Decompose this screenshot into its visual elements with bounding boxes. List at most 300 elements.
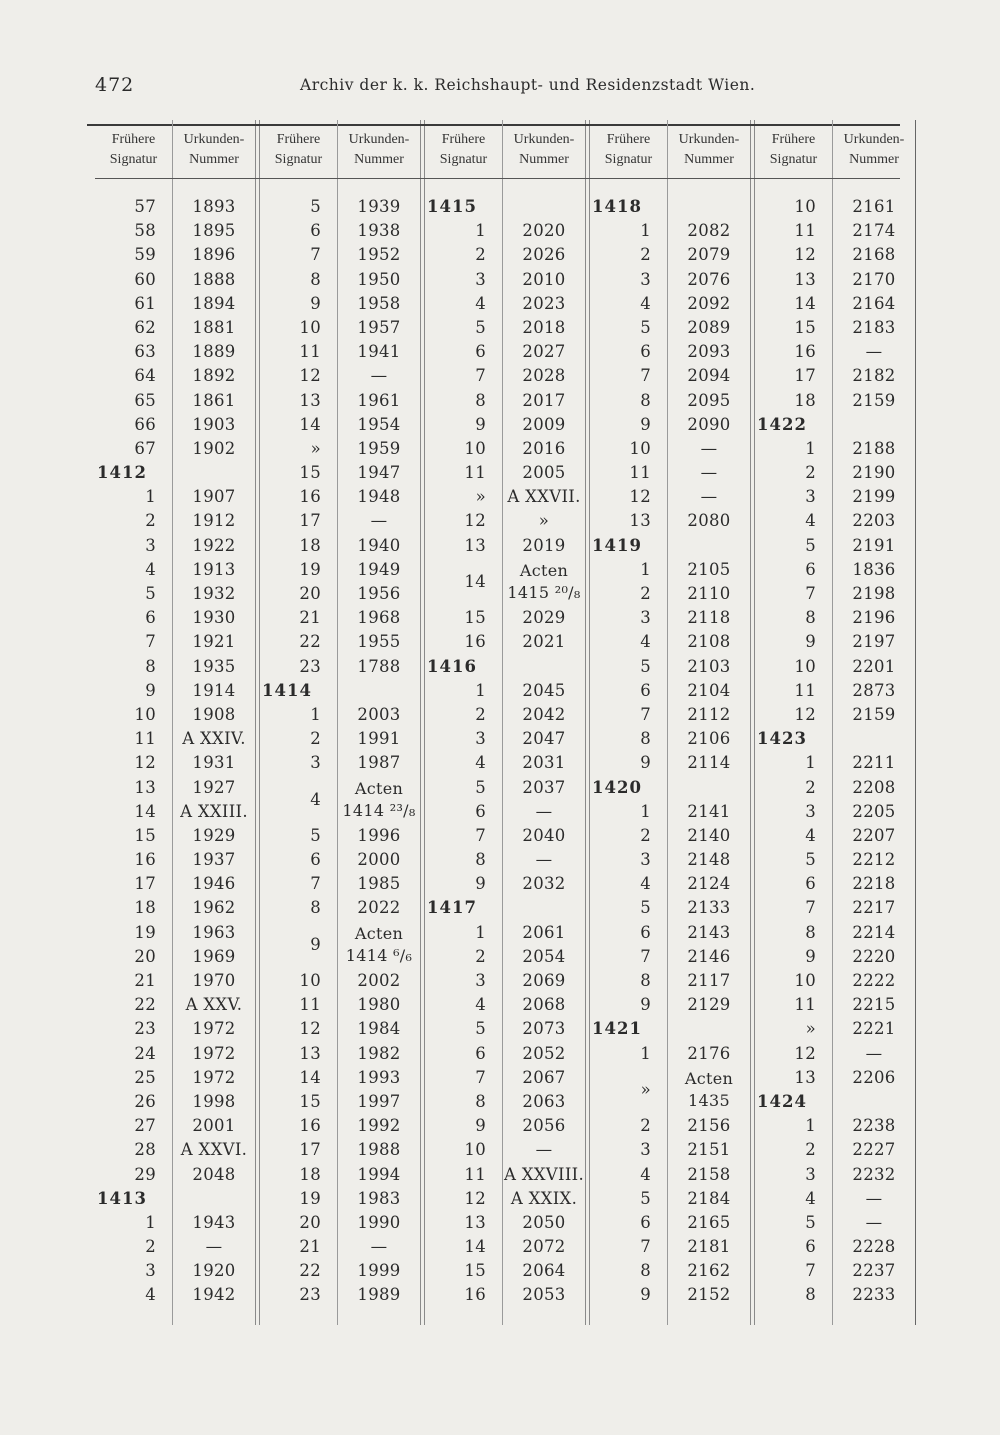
signatur-cell: 11 (794, 995, 816, 1015)
nummer-column (503, 120, 585, 1325)
nummer-cell: A XXV. (185, 995, 243, 1015)
signatur-cell: 25 (134, 1067, 156, 1087)
signatur-cell: 15 (299, 1091, 321, 1111)
nummer-cell: 1939 (357, 197, 401, 216)
nummer-cell (668, 534, 750, 558)
nummer-cell: 1993 (357, 1067, 401, 1087)
nummer-cell: A XXIII. (180, 801, 248, 821)
nummer-cell (338, 679, 420, 703)
nummer-cell: 1949 (357, 559, 401, 579)
acten-reference (503, 558, 585, 606)
nummer-cell: 1935 (192, 656, 236, 676)
signatur-cell: 15 (794, 317, 816, 337)
nummer-cell: 2022 (357, 898, 401, 918)
signatur-cell: 58 (134, 221, 156, 241)
nummer-cell: 2215 (852, 995, 896, 1015)
year-heading: 1420 (592, 777, 642, 797)
nummer-cell: — (535, 801, 553, 821)
signatur-cell: 10 (299, 317, 321, 337)
nummer-cell: 2199 (852, 487, 896, 507)
signatur-cell: 6 (145, 608, 156, 628)
nummer-cell: 1998 (192, 1091, 236, 1111)
nummer-cell: 1994 (357, 1164, 401, 1184)
signatur-cell: 3 (805, 801, 816, 821)
nummer-cell: 1908 (192, 704, 236, 724)
signatur-cell: 2 (475, 245, 486, 265)
signatur-cell: 8 (475, 850, 486, 870)
signatur-cell: 17 (299, 1140, 321, 1160)
year-heading: 1422 (757, 414, 807, 434)
nummer-cell: 2873 (852, 680, 896, 700)
year-heading: 1423 (757, 729, 807, 749)
signatur-cell: 2 (640, 1116, 651, 1136)
signatur-cell: 5 (475, 1019, 486, 1039)
nummer-cell: 2016 (522, 438, 566, 458)
nummer-cell: 2047 (522, 729, 566, 749)
year-heading: 1412 (97, 463, 147, 483)
nummer-cell: 2214 (852, 922, 896, 942)
nummer-cell: 1968 (357, 608, 401, 628)
nummer-column (833, 120, 915, 1325)
nummer-cell: 2218 (852, 874, 896, 894)
signatur-cell: 20 (299, 584, 321, 603)
signatur-cell: 13 (299, 1043, 321, 1063)
signatur-cell: 6 (475, 1043, 486, 1063)
nummer-cell: 2198 (852, 584, 896, 603)
nummer-cell: 2176 (687, 1043, 731, 1063)
signatur-cell: 8 (640, 729, 651, 749)
nummer-cell: 1920 (192, 1261, 236, 1281)
nummer-cell: 2079 (687, 245, 731, 265)
signatur-cell: 24 (134, 1043, 156, 1063)
nummer-cell: 2000 (357, 850, 401, 870)
header-line: Signatur (109, 152, 158, 167)
signatur-cell: 3 (805, 1164, 816, 1184)
nummer-cell: 1903 (192, 414, 236, 434)
nummer-cell: 2146 (687, 946, 731, 966)
nummer-header (173, 120, 255, 175)
nummer-cell: 1937 (192, 850, 236, 870)
nummer-cell: 2161 (852, 197, 896, 216)
signatur-cell: 5 (310, 197, 321, 216)
signatur-cell: 3 (640, 850, 651, 870)
nummer-cell: 2203 (852, 511, 896, 531)
nummer-cell: 1892 (192, 366, 236, 386)
header-line: Signatur (274, 152, 323, 167)
column-group (259, 120, 421, 1325)
nummer-cell (833, 413, 915, 437)
signatur-cell: 14 (794, 293, 816, 313)
nummer-cell: — (535, 850, 553, 870)
nummer-cell: 1836 (852, 559, 896, 579)
header-line: Frühere (606, 132, 651, 147)
signatur-cell: 7 (310, 874, 321, 894)
nummer-cell: — (535, 1140, 553, 1160)
signatur-column (425, 120, 503, 1325)
signatur-cell: 22 (134, 995, 156, 1015)
signatur-cell: 4 (475, 293, 486, 313)
signatur-cell: 18 (134, 898, 156, 918)
signatur-cell: 8 (805, 1285, 816, 1305)
signatur-cell: 8 (640, 390, 651, 410)
nummer-cell: 2206 (852, 1067, 896, 1087)
signatur-cell: 16 (464, 632, 486, 652)
signatur-cell: 5 (310, 825, 321, 845)
nummer-cell: 1992 (357, 1116, 401, 1136)
signatur-cell: 7 (640, 946, 651, 966)
signatur-cell: 26 (134, 1091, 156, 1111)
nummer-cell: 1950 (357, 269, 401, 289)
signatur-column (260, 120, 338, 1325)
signatur-cell: 65 (134, 390, 156, 410)
signatur-cell: 7 (805, 898, 816, 918)
signatur-cell: 8 (310, 269, 321, 289)
nummer-cell: 1941 (357, 342, 401, 362)
signatur-cell: 11 (464, 463, 486, 483)
signatur-cell: 20 (299, 1212, 321, 1232)
acten-label: Acten (354, 923, 404, 943)
nummer-cell: 2042 (522, 704, 566, 724)
nummer-cell: A XXIX. (510, 1188, 578, 1208)
nummer-cell: 2009 (522, 414, 566, 434)
nummer-header (668, 120, 750, 175)
signatur-cell: 27 (134, 1116, 156, 1136)
nummer-cell: 2103 (687, 656, 731, 676)
nummer-cell: 2017 (522, 390, 566, 410)
signatur-cell: 12 (794, 704, 816, 724)
nummer-cell: 2021 (522, 632, 566, 652)
nummer-cell: — (865, 1188, 883, 1208)
nummer-cell: 2170 (852, 269, 896, 289)
signatur-cell: 3 (640, 269, 651, 289)
nummer-cell: 2159 (852, 390, 896, 410)
nummer-cell (503, 655, 585, 679)
nummer-cell: A XXIV. (182, 729, 246, 749)
nummer-cell: 1929 (192, 825, 236, 845)
nummer-cell: 2108 (687, 632, 731, 652)
signatur-cell: 9 (475, 1116, 486, 1136)
nummer-cell: 2106 (687, 729, 731, 749)
signatur-cell: » (640, 1079, 651, 1099)
nummer-cell: 2080 (687, 511, 731, 531)
header-line: Nummer (684, 152, 734, 167)
signatur-cell: 17 (299, 511, 321, 531)
nummer-cell: 1895 (192, 221, 236, 241)
signatur-cell: 2 (145, 511, 156, 531)
signatur-cell: 11 (629, 463, 651, 483)
signatur-cell: 10 (464, 438, 486, 458)
signatur-cell: 5 (640, 898, 651, 918)
signatur-cell: 1 (475, 922, 486, 942)
nummer-cell: 2018 (522, 317, 566, 337)
signatur-cell: 7 (805, 584, 816, 603)
nummer-cell: 2067 (522, 1067, 566, 1087)
nummer-cell: — (865, 1043, 883, 1063)
nummer-cell: 2089 (687, 317, 731, 337)
signatur-cell: 59 (134, 245, 156, 265)
signatur-cell: 4 (640, 632, 651, 652)
nummer-cell: 2019 (522, 535, 566, 555)
nummer-cell: 2140 (687, 825, 731, 845)
nummer-cell: 2181 (687, 1237, 731, 1257)
nummer-cell: 2211 (852, 753, 896, 773)
nummer-cell: 2032 (522, 874, 566, 894)
header-line: Nummer (354, 152, 404, 167)
signatur-cell: 5 (805, 535, 816, 555)
signatur-cell: 4 (640, 874, 651, 894)
signatur-cell: 5 (640, 317, 651, 337)
signatur-cell: 2 (145, 1237, 156, 1257)
signatur-cell: 7 (475, 1067, 486, 1087)
nummer-cell: 2048 (192, 1164, 236, 1184)
header-line: Nummer (189, 152, 239, 167)
header-line: Signatur (769, 152, 818, 167)
signatur-cell: 2 (475, 946, 486, 966)
nummer-cell: 2188 (852, 438, 896, 458)
year-heading: 1418 (592, 197, 642, 216)
nummer-cell: 2174 (852, 221, 896, 241)
nummer-cell: 2090 (687, 414, 731, 434)
signatur-cell: 8 (475, 390, 486, 410)
signatur-cell: 7 (805, 1261, 816, 1281)
signatur-cell: 13 (794, 1067, 816, 1087)
signatur-cell: 6 (310, 850, 321, 870)
signatur-cell: 3 (475, 729, 486, 749)
signatur-cell: 9 (805, 946, 816, 966)
nummer-cell: 1972 (192, 1067, 236, 1087)
signatur-cell: 7 (475, 366, 486, 386)
signatur-cell: 14 (299, 414, 321, 434)
nummer-cell: 1972 (192, 1019, 236, 1039)
signatur-cell: 3 (640, 608, 651, 628)
nummer-cell: 2237 (852, 1261, 896, 1281)
nummer-cell: 2003 (357, 704, 401, 724)
nummer-cell: 2027 (522, 342, 566, 362)
signatur-cell: 4 (145, 1285, 156, 1305)
signatur-cell: 1 (640, 801, 651, 821)
signatur-cell: 11 (299, 995, 321, 1015)
nummer-cell: 1989 (357, 1285, 401, 1305)
nummer-cell: 1991 (357, 729, 401, 749)
nummer-cell: 1952 (357, 245, 401, 265)
nummer-cell: 1959 (357, 438, 401, 458)
nummer-cell: A XXVII. (507, 487, 581, 507)
signatur-cell: 1 (805, 438, 816, 458)
signatur-cell: 13 (299, 390, 321, 410)
nummer-cell: 2105 (687, 559, 731, 579)
acten-label: Acten (684, 1068, 734, 1088)
signatur-header (755, 120, 832, 175)
signatur-cell: 4 (640, 293, 651, 313)
nummer-cell: 2064 (522, 1261, 566, 1281)
nummer-cell: 1889 (192, 342, 236, 362)
nummer-cell: 1984 (357, 1019, 401, 1039)
nummer-cell: A XXVIII. (503, 1164, 585, 1184)
nummer-cell: 2184 (687, 1188, 731, 1208)
signatur-cell: 9 (475, 414, 486, 434)
header-line: Frühere (111, 132, 156, 147)
nummer-cell: 2148 (687, 850, 731, 870)
nummer-cell: 2221 (852, 1019, 896, 1039)
year-heading: 1414 (262, 680, 312, 700)
signatur-cell: 13 (794, 269, 816, 289)
nummer-cell: 2052 (522, 1043, 566, 1063)
nummer-cell: 2095 (687, 390, 731, 410)
header-line: Signatur (439, 152, 488, 167)
nummer-cell: 2143 (687, 922, 731, 942)
signatur-cell: 20 (134, 946, 156, 966)
nummer-cell: 2208 (852, 777, 896, 797)
signatur-cell: 16 (299, 487, 321, 507)
signatur-cell: 7 (640, 366, 651, 386)
nummer-cell: 2196 (852, 608, 896, 628)
signatur-header (95, 120, 172, 175)
signatur-cell: 11 (464, 1164, 486, 1184)
header-line: Frühere (441, 132, 486, 147)
signatur-cell: 6 (640, 342, 651, 362)
nummer-cell: 1943 (192, 1212, 236, 1232)
nummer-cell: 2040 (522, 825, 566, 845)
year-heading: 1424 (757, 1091, 807, 1111)
signatur-cell: 67 (134, 438, 156, 458)
signatur-cell: 9 (640, 995, 651, 1015)
signatur-cell: 4 (475, 995, 486, 1015)
signatur-cell: 4 (805, 1188, 816, 1208)
signatur-cell: 2 (805, 463, 816, 483)
signatur-cell: 21 (134, 971, 156, 990)
nummer-cell: 2191 (852, 535, 896, 555)
signatur-cell: 11 (299, 342, 321, 362)
nummer-cell: — (370, 511, 388, 531)
signatur-cell: 1 (640, 559, 651, 579)
nummer-cell: 2114 (687, 753, 731, 773)
signatur-cell: 6 (475, 342, 486, 362)
nummer-cell: 2110 (687, 584, 731, 603)
nummer-cell: 1931 (192, 753, 236, 773)
nummer-cell: 1927 (192, 777, 236, 797)
nummer-cell: 1788 (357, 656, 401, 676)
nummer-cell (668, 776, 750, 800)
signatur-cell: 6 (310, 221, 321, 241)
signatur-cell: 9 (475, 874, 486, 894)
nummer-cell: — (865, 1212, 883, 1232)
signatur-cell: 19 (299, 559, 321, 579)
signatur-cell: 15 (464, 608, 486, 628)
nummer-cell: 1921 (192, 632, 236, 652)
signatur-cell: 1 (475, 680, 486, 700)
signatur-cell: 60 (134, 269, 156, 289)
nummer-header (503, 120, 585, 175)
signatur-cell: 23 (134, 1019, 156, 1039)
year-heading: 1416 (427, 656, 477, 676)
year-heading: 1415 (427, 197, 477, 216)
signatur-cell: 2 (310, 729, 321, 749)
nummer-cell: 2182 (852, 366, 896, 386)
nummer-cell: 2207 (852, 825, 896, 845)
signatur-cell: » (310, 438, 321, 458)
nummer-cell: 1987 (357, 753, 401, 773)
signatur-cell: 3 (145, 535, 156, 555)
nummer-cell: 2056 (522, 1116, 566, 1136)
nummer-cell: 2159 (852, 704, 896, 724)
acten-reference (668, 1066, 750, 1114)
signatur-cell: 9 (805, 632, 816, 652)
nummer-cell: 1907 (192, 487, 236, 507)
nummer-cell: 2010 (522, 269, 566, 289)
nummer-cell: — (865, 342, 883, 362)
nummer-cell: 2050 (522, 1212, 566, 1232)
nummer-cell: 2165 (687, 1212, 731, 1232)
signatur-cell: 7 (310, 245, 321, 265)
nummer-cell: 2197 (852, 632, 896, 652)
nummer-cell: 1938 (357, 221, 401, 241)
nummer-cell: 2104 (687, 680, 731, 700)
nummer-cell: 2162 (687, 1261, 731, 1281)
nummer-cell: 2158 (687, 1164, 731, 1184)
nummer-cell: 2118 (687, 608, 731, 628)
signatur-cell: 5 (145, 584, 156, 603)
nummer-cell: 2026 (522, 245, 566, 265)
signatur-cell: 6 (640, 922, 651, 942)
nummer-cell: 1999 (357, 1261, 401, 1281)
nummer-cell: 1988 (357, 1140, 401, 1160)
signatur-cell: 8 (805, 608, 816, 628)
signatur-cell: 18 (794, 390, 816, 410)
signatur-cell: 10 (794, 197, 816, 216)
signatur-cell: 13 (134, 777, 156, 797)
page-number: 472 (95, 74, 135, 96)
nummer-cell: 2232 (852, 1164, 896, 1184)
header-line: Nummer (849, 152, 899, 167)
signatur-cell: 6 (805, 559, 816, 579)
nummer-cell: 1894 (192, 293, 236, 313)
signatur-cell: 9 (310, 293, 321, 313)
nummer-cell: 1948 (357, 487, 401, 507)
signatur-cell: 64 (134, 366, 156, 386)
nummer-cell: 2220 (852, 946, 896, 966)
nummer-cell: 1954 (357, 414, 401, 434)
signatur-cell: 12 (794, 245, 816, 265)
signatur-cell: 11 (794, 221, 816, 241)
signatur-cell: » (475, 487, 486, 507)
signatur-cell: 12 (629, 487, 651, 507)
signatur-cell: 13 (464, 1212, 486, 1232)
signatur-cell: 14 (464, 571, 486, 591)
signatur-cell: 13 (464, 535, 486, 555)
signatur-cell: 1 (310, 704, 321, 724)
year-heading: 1419 (592, 535, 642, 555)
signatur-cell: 18 (299, 1164, 321, 1184)
acten-date: 1415 ²⁰/₈ (507, 582, 581, 602)
signatur-cell: 5 (475, 777, 486, 797)
header-line: Signatur (604, 152, 653, 167)
nummer-cell: 2164 (852, 293, 896, 313)
nummer-column (338, 120, 420, 1325)
signatur-cell: 1 (805, 753, 816, 773)
running-title: Archiv der k. k. Reichshaupt- und Residenzstadt Wien. (300, 76, 756, 94)
nummer-cell: 1958 (357, 293, 401, 313)
nummer-cell (173, 461, 255, 485)
signatur-cell: 5 (805, 1212, 816, 1232)
signatur-cell: 22 (299, 1261, 321, 1281)
nummer-cell: 1896 (192, 245, 236, 265)
nummer-column (173, 120, 255, 1325)
signatur-cell: 2 (805, 1140, 816, 1160)
nummer-cell: 2168 (852, 245, 896, 265)
signatur-cell: 8 (145, 656, 156, 676)
signatur-cell: » (805, 1019, 816, 1039)
nummer-cell: 2092 (687, 293, 731, 313)
